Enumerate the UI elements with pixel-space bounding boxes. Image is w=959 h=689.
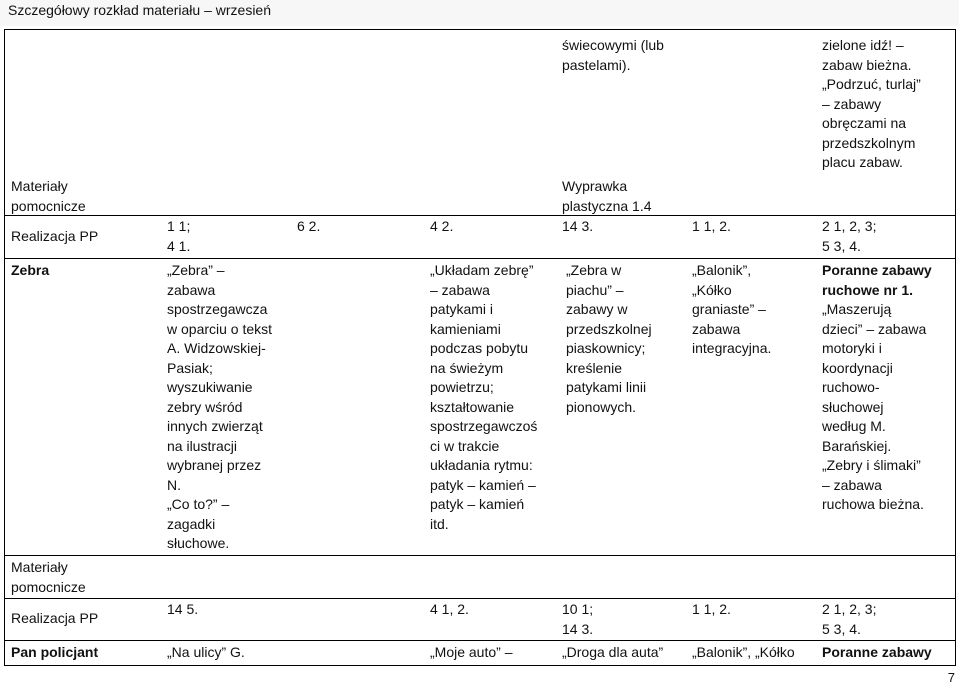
policjant-col1: „Na ulicy” G. — [167, 644, 245, 660]
realizacja-2-col6: 2 1, 2, 3; 5 3, 4. — [822, 601, 877, 637]
policjant-col3: „Moje auto” – — [430, 644, 513, 660]
document-header — [0, 0, 959, 26]
realizacja-1-col5: 1 1, 2. — [692, 218, 731, 234]
zebra-col3-text: „Układam zebrę” – zabawa patykami i kamieniami podczas pobytu na świeżym powietrzu; kształtowanie spostrzegawczoś ci w trakcie układania rytmu: patyk – kamień – patyk – kamień itd. — [430, 262, 538, 532]
policjant-col5: „Balonik”, „Kółko — [692, 644, 795, 660]
realizacja-2-col5: 1 1, 2. — [692, 601, 731, 617]
realizacja-2-col3: 4 1, 2. — [430, 601, 469, 617]
zebra-col4-text: „Zebra w piachu” – zabawy w przedszkolnej piaskownicy; kreślenie patykami linii pionowych. — [566, 262, 652, 415]
realizacja-1-col4: 14 3. — [562, 218, 594, 234]
top-col4-text: świecowymi (lub pastelami). — [562, 37, 664, 73]
realizacja-1-col3: 4 2. — [430, 218, 454, 234]
policjant-col4: „Droga dla auta” — [562, 644, 664, 660]
zebra-col1-text: „Zebra” – zabawa spostrzegawcza w oparciu o tekst A. Widzowskiej- Pasiak; wyszukiwanie zebry wśród innych zwierząt na ilustracji wybranej przez N. „Co to?” – zagadki słuchowe. — [167, 262, 273, 551]
zebra-col5-text: „Balonik”, „Kółko graniaste” – zabawa integracyjna. — [692, 262, 772, 356]
document-title: Szczegółowy rozkład materiału – wrzesień — [8, 2, 271, 18]
realizacja-2-col1: 14 5. — [167, 601, 199, 617]
policjant-label: Pan policjant — [11, 644, 99, 660]
realizacja-1-col1: 1 1; 4 1. — [167, 218, 191, 254]
materials-1-col4-text: Wyprawka plastyczna 1.4 — [562, 178, 652, 214]
materials-label-2: Materiały pomocnicze — [11, 559, 86, 595]
policjant-col6: Poranne zabawy — [822, 644, 932, 660]
realizacja-1-col6: 2 1, 2, 3; 5 3, 4. — [822, 218, 877, 254]
zebra-label: Zebra — [11, 262, 50, 278]
realizacja-1-col2: 6 2. — [297, 218, 321, 234]
zebra-col6-text: Poranne zabawy ruchowe nr 1. „Maszerują dzieci” – zabawa motoryki i koordynacji ruchowo- słuchowej według M. Barańskiej. „Zebry i ślimaki” – zabawa ruchowa bieżna. — [822, 262, 932, 512]
page-number: 7 — [947, 670, 955, 685]
materials-label-1: Materiały pomocnicze — [11, 178, 86, 214]
realizacja-label-1: Realizacja PP — [11, 228, 99, 244]
realizacja-2-col4: 10 1; 14 3. — [562, 601, 594, 637]
top-col7-text: zielone idź! – zabaw bieżna. „Podrzuć, turlaj” – zabawy obręczami na przedszkolnym placu zabaw. — [822, 37, 921, 170]
realizacja-label-2: Realizacja PP — [11, 610, 99, 626]
